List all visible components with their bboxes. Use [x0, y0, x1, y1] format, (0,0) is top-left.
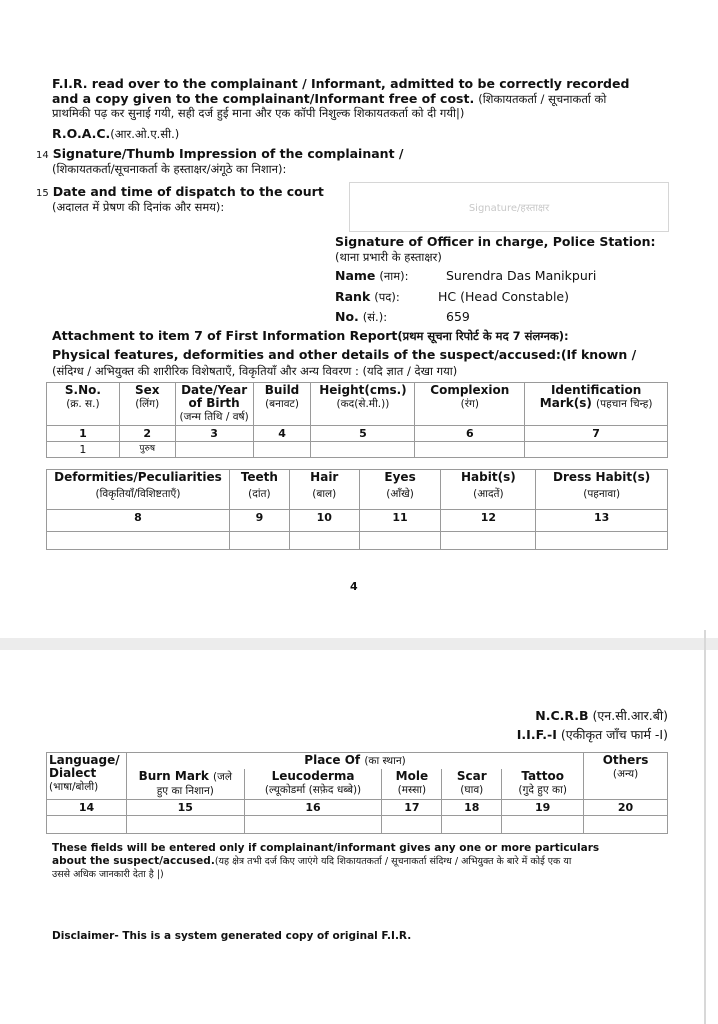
col-language-en2: Dialect — [49, 766, 97, 780]
officer-block — [335, 234, 675, 264]
cell-complexion — [415, 442, 525, 458]
col-burn-hi1: (जले — [213, 771, 233, 783]
cell-language — [47, 816, 127, 834]
item-14-number: 14 — [36, 150, 49, 161]
col-scar — [442, 769, 502, 800]
col-dress-hi: (पहनावा) — [583, 488, 621, 500]
cell-teeth — [229, 532, 289, 550]
cell-burn — [126, 816, 244, 834]
col-mole-en: Mole — [395, 769, 429, 783]
cell-others — [584, 816, 668, 834]
col-teeth-en: Teeth — [240, 470, 278, 484]
officer-name-row — [335, 268, 408, 283]
rank-hi: (पद): — [374, 290, 400, 304]
num-cell: 9 — [229, 510, 289, 532]
officer-no-row — [335, 309, 387, 324]
roac-label: R.O.A.C. — [52, 126, 111, 141]
num-cell: 2 — [119, 426, 175, 442]
cell-sex: पुरुष — [119, 442, 175, 458]
officer-sig-label: Signature of Officer in charge, Police Station: — [335, 234, 656, 249]
col-build-hi: (बनावट) — [265, 398, 299, 410]
fields-note — [52, 842, 682, 881]
num-cell: 5 — [311, 426, 415, 442]
fir-read-hi2: प्राथमिकी पढ़ कर सुनाई गयी, सही दर्ज हुई माना और एक कॉपी निशुल्क शिकायतकर्ता को दी गयी|) — [52, 106, 465, 120]
item-15-hi: (अदालत में प्रेषण की दिनांक और समय): — [52, 200, 225, 214]
no-label: No. — [335, 309, 359, 324]
cell-idmark — [525, 442, 668, 458]
table-2-numbers — [47, 510, 668, 532]
col-dob-en: Date/Year of Birth — [181, 383, 248, 410]
item-15-number: 15 — [36, 188, 49, 199]
col-eyes-en: Eyes — [384, 470, 416, 484]
attach-label: Attachment to item 7 of First Information Report — [52, 328, 398, 343]
col-sex-en: Sex — [134, 383, 160, 397]
signature-placeholder: Signature/हस्ताक्षर — [468, 203, 550, 214]
col-leuco-hi: (ल्यूकोडर्मा (सफ़ेद धब्बे)) — [264, 784, 362, 796]
col-height-hi: (कद(से.मी.)) — [336, 398, 390, 410]
col-burn-hi2: हुए का निशान) — [156, 785, 214, 797]
iif-hi: (एकीकृत जाँच फार्म -I) — [560, 727, 668, 742]
col-teeth — [229, 470, 289, 510]
col-build — [253, 383, 311, 426]
col-height — [311, 383, 415, 426]
col-idmark-hi: (पहचान चिन्ह) — [596, 398, 653, 410]
col-sex — [119, 383, 175, 426]
note-en1: These fields will be entered only if complainant/informant gives any one or more particulars — [52, 842, 600, 854]
col-deformities-hi: (विकृतियाँ/विशिष्टताएँ) — [95, 488, 181, 500]
col-hair-hi: (बाल) — [312, 488, 337, 500]
col-hair-en: Hair — [310, 470, 339, 484]
col-habits-hi: (आदतें) — [473, 488, 504, 500]
col-deformities-en: Deformities/Peculiarities — [54, 470, 222, 484]
num-cell: 20 — [584, 800, 668, 816]
fir-read-line2 — [52, 91, 662, 106]
col-height-en: Height(cms.) — [319, 383, 407, 397]
col-dob — [175, 383, 253, 426]
col-sno-en: S.No. — [64, 383, 101, 397]
cell-dob — [175, 442, 253, 458]
col-scar-en: Scar — [456, 769, 487, 783]
col-dress — [536, 470, 668, 510]
col-build-en: Build — [264, 383, 300, 397]
col-complexion — [415, 383, 525, 426]
col-others-hi: (अन्य) — [612, 768, 639, 780]
num-cell: 12 — [441, 510, 536, 532]
officer-rank-value: HC (Head Constable) — [438, 289, 569, 304]
cell-scar — [442, 816, 502, 834]
ncrb-header — [480, 708, 668, 723]
cell-mole — [382, 816, 442, 834]
suspect-table-1 — [46, 382, 668, 458]
num-cell: 13 — [536, 510, 668, 532]
cell-hair — [289, 532, 359, 550]
col-mole-hi: (मस्सा) — [397, 784, 427, 796]
num-cell: 1 — [47, 426, 120, 442]
officer-rank-row — [335, 289, 400, 304]
suspect-table-2 — [46, 469, 668, 550]
note-hi2: उससे अधिक जानकारी देता है |) — [52, 869, 164, 880]
suspect-table-3 — [46, 752, 668, 834]
col-burn — [126, 769, 244, 800]
col-idmark-en: Identification Mark(s) — [539, 383, 642, 410]
col-complexion-en: Complexion — [430, 383, 510, 397]
name-label: Name — [335, 268, 376, 283]
note-en2: about the suspect/accused. — [52, 855, 215, 867]
note-hi1: (यह क्षेत्र तभी दर्ज किए जाएंगे यदि शिकायतकर्ता / सूचनाकर्ता संदिग्ध / अभियुक्त के बारे में कोई एक या — [214, 856, 572, 867]
col-tattoo-hi: (गुदे हुए का) — [518, 784, 567, 796]
officer-no-value: 659 — [446, 309, 470, 324]
col-leuco-en: Leucoderma — [271, 769, 355, 783]
item-14 — [36, 146, 636, 163]
table-2-header — [47, 470, 668, 510]
col-sex-hi: (लिंग) — [135, 398, 160, 410]
col-scar-hi: (घाव) — [460, 784, 484, 796]
cell-dress — [536, 532, 668, 550]
fir-read-en: F.I.R. read over to the complainant / Informant, admitted to be correctly recorded — [52, 76, 630, 91]
physical-heading: Physical features, deformities and other details of the suspect/accused:(If known / — [52, 347, 637, 362]
col-complexion-hi: (रंग) — [460, 398, 480, 410]
col-language-en1: Language/ — [49, 753, 120, 767]
num-cell: 14 — [47, 800, 127, 816]
fir-read-statement — [52, 76, 662, 120]
attachment-heading — [52, 328, 692, 343]
num-cell: 4 — [253, 426, 311, 442]
cell-build — [253, 442, 311, 458]
num-cell: 17 — [382, 800, 442, 816]
col-habits-en: Habit(s) — [461, 470, 516, 484]
col-eyes — [359, 470, 441, 510]
item-15-label: Date and time of dispatch to the court — [52, 184, 324, 199]
num-cell: 10 — [289, 510, 359, 532]
table-1-numbers — [47, 426, 668, 442]
col-tattoo — [502, 769, 584, 800]
col-tattoo-en: Tattoo — [521, 769, 565, 783]
col-place-of — [126, 753, 583, 770]
officer-sig-hi: (थाना प्रभारी के हस्ताक्षर) — [335, 250, 442, 264]
cell-habits — [441, 532, 536, 550]
item-14-label: Signature/Thumb Impression of the complainant / — [52, 146, 404, 161]
table-3-header-top — [47, 753, 668, 770]
col-place-hi: (का स्थान) — [364, 755, 406, 767]
table-row — [47, 442, 668, 458]
cell-height — [311, 442, 415, 458]
col-deformities — [47, 470, 230, 510]
num-cell: 3 — [175, 426, 253, 442]
rank-label: Rank — [335, 289, 371, 304]
col-teeth-hi: (दांत) — [248, 488, 271, 500]
col-sno — [47, 383, 120, 426]
num-cell: 16 — [244, 800, 382, 816]
no-hi: (सं.): — [362, 310, 388, 324]
page-separator — [0, 638, 718, 650]
cell-deformities — [47, 532, 230, 550]
iif-header — [440, 727, 668, 742]
num-cell: 8 — [47, 510, 230, 532]
page-number: 4 — [350, 580, 358, 593]
col-eyes-hi: (आँखे) — [386, 488, 414, 500]
disclaimer: Disclaimer- This is a system generated copy of original F.I.R. — [52, 930, 412, 942]
num-cell: 15 — [126, 800, 244, 816]
roac-line — [52, 126, 179, 141]
col-burn-en: Burn Mark — [138, 769, 209, 783]
cell-sno: 1 — [47, 442, 120, 458]
num-cell: 18 — [442, 800, 502, 816]
col-language — [47, 753, 127, 800]
col-language-hi: (भाषा/बोली) — [49, 781, 99, 793]
num-cell: 6 — [415, 426, 525, 442]
num-cell: 11 — [359, 510, 441, 532]
col-habits — [441, 470, 536, 510]
fir-read-en2: and a copy given to the complainant/Informant free of cost. — [52, 91, 475, 106]
col-others — [584, 753, 668, 800]
num-cell: 7 — [525, 426, 668, 442]
item-14-hi: (शिकायतकर्ता/सूचनाकर्ता के हस्ताक्षर/अंगूठे का निशान): — [52, 162, 287, 176]
scrollbar-track[interactable] — [704, 630, 706, 1024]
table-3-numbers — [47, 800, 668, 816]
table-row — [47, 816, 668, 834]
table-3-header-sub — [47, 769, 668, 800]
item-15 — [36, 184, 356, 201]
col-mole — [382, 769, 442, 800]
col-sno-hi: (क्र. स.) — [66, 398, 100, 410]
physical-hi: (संदिग्ध / अभियुक्त की शारीरिक विशेषताएँ, विकृतियाँ और अन्य विवरण : (यदि ज्ञात / देखा गया) — [52, 364, 458, 378]
col-dress-en: Dress Habit(s) — [553, 470, 651, 484]
officer-name-value: Surendra Das Manikpuri — [446, 268, 597, 283]
cell-eyes — [359, 532, 441, 550]
ncrb-hi: (एन.सी.आर.बी) — [592, 708, 668, 723]
fir-read-hi1: (शिकायतकर्ता / सूचनाकर्ता को — [478, 92, 607, 106]
table-row — [47, 532, 668, 550]
col-place-en: Place Of — [304, 753, 361, 767]
cell-tattoo — [502, 816, 584, 834]
name-hi: (नाम): — [379, 269, 409, 283]
num-cell: 19 — [502, 800, 584, 816]
col-hair — [289, 470, 359, 510]
table-1-header — [47, 383, 668, 426]
col-leucoderma — [244, 769, 382, 800]
col-idmark — [525, 383, 668, 426]
roac-hi: (आर.ओ.ए.सी.) — [110, 127, 180, 141]
attach-hi: (प्रथम सूचना रिपोर्ट के मद 7 संलग्नक): — [397, 329, 569, 343]
note-line2 — [52, 855, 682, 868]
col-dob-hi: (जन्म तिथि / वर्ष) — [179, 411, 249, 423]
cell-leucoderma — [244, 816, 382, 834]
iif-label: I.I.F.-I — [516, 727, 557, 742]
ncrb-label: N.C.R.B — [535, 708, 589, 723]
signature-box[interactable] — [349, 182, 669, 232]
col-others-en: Others — [602, 753, 649, 767]
